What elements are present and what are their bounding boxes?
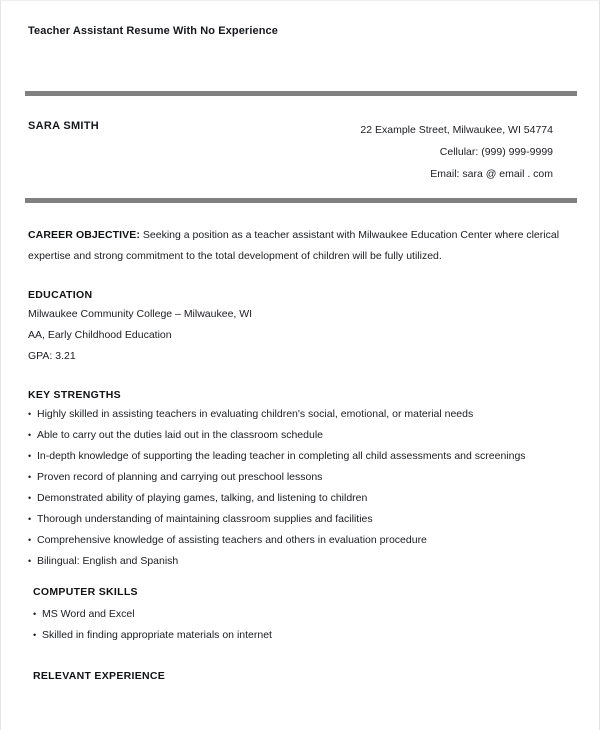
education-line: Milwaukee Community College – Milwaukee, WI [28, 308, 253, 320]
education-section [28, 286, 575, 367]
education-line: AA, Early Childhood Education [28, 329, 172, 341]
divider-top [25, 91, 577, 96]
resume-header [28, 119, 575, 185]
list-item: • In-depth knowledge of supporting the leading teacher in completing all child assessments and screenings [28, 446, 577, 467]
candidate-name: SARA SMITH [28, 120, 100, 132]
list-item: • Proven record of planning and carrying out preschool lessons [28, 467, 577, 488]
list-item: • Highly skilled in assisting teachers in evaluating children's social, emotional, or material needs [28, 404, 577, 425]
list-item: • Thorough understanding of maintaining classroom supplies and facilities [28, 509, 577, 530]
page-title: Teacher Assistant Resume With No Experience [28, 25, 278, 37]
career-objective-section [28, 225, 576, 267]
contact-phone: Cellular: (999) 999-9999 [439, 146, 553, 158]
computer-skills-heading: COMPUTER SKILLS [33, 586, 138, 598]
list-item: • Demonstrated ability of playing games, talking, and listening to children [28, 488, 577, 509]
career-objective-text: Seeking a position as a teacher assistant with Milwaukee Education Center where clerical expertise and strong commitment to the total development of children will be fully utilized. [28, 229, 560, 262]
divider-header [25, 198, 577, 203]
resume-content [1, 1, 599, 685]
list-item: • Bilingual: English and Spanish [28, 551, 577, 572]
contact-block [360, 119, 575, 185]
education-heading: EDUCATION [28, 289, 93, 301]
list-item: • Skilled in finding appropriate materials on internet [33, 625, 582, 646]
career-objective-label: CAREER OBJECTIVE: [28, 229, 140, 241]
relevant-experience-heading: RELEVANT EXPERIENCE [33, 670, 166, 682]
list-item: • Able to carry out the duties laid out in the classroom schedule [28, 425, 577, 446]
contact-email: Email: sara @ email . com [430, 168, 553, 180]
key-strengths-list [28, 404, 575, 572]
key-strengths-heading: KEY STRENGTHS [28, 389, 121, 401]
contact-address: 22 Example Street, Milwaukee, WI 54774 [360, 124, 553, 136]
key-strengths-section [28, 386, 575, 572]
computer-skills-section [28, 582, 575, 646]
computer-skills-list [33, 604, 575, 646]
list-item: • MS Word and Excel [33, 604, 582, 625]
education-line: GPA: 3.21 [28, 350, 76, 362]
list-item: • Comprehensive knowledge of assisting teachers and others in evaluation procedure [28, 530, 577, 551]
